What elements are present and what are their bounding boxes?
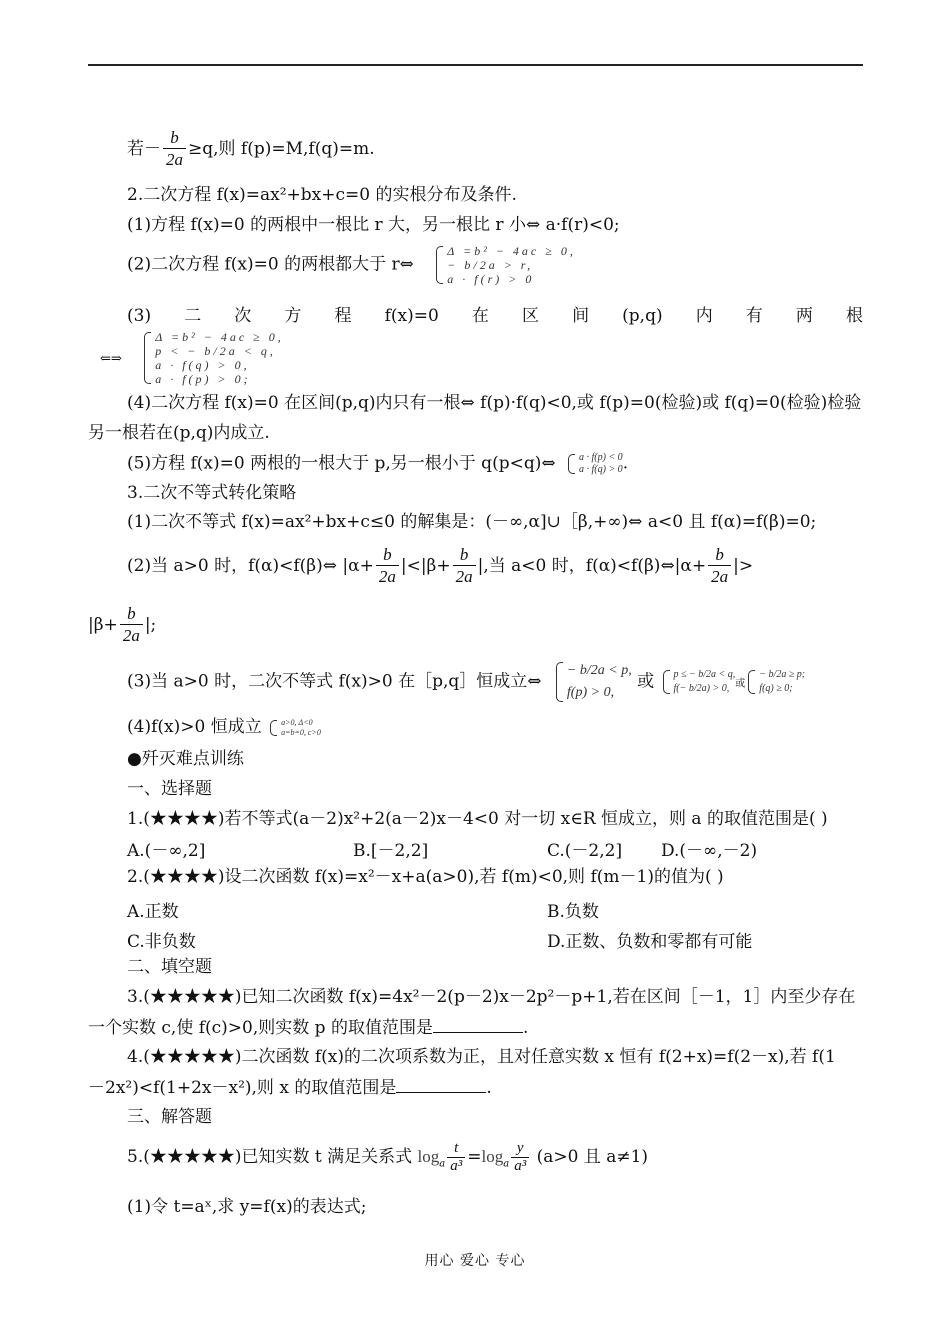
rule-4-cont: 另一根若在(p,q)内成立. (88, 423, 270, 443)
section-choice: 一、选择题 (127, 779, 212, 799)
rule-2 (127, 244, 576, 286)
rule-3: (3) 二 次 方 程 f(x)=0 在 区 间 (p,q) 内 有 两 根 (127, 306, 863, 326)
option-a: A.(－∞,2] (127, 841, 206, 861)
equation-system: Δ =b² − 4ac ≥ 0, − b/2a > r, a · f(r) > 0 (433, 244, 576, 286)
fraction: $\frac{t}{\text{a³}}$ (447, 1140, 465, 1175)
option-b: B.负数 (547, 902, 599, 922)
question-5-part-1: (1)令 t=aˣ,求 y=f(x)的表达式; (127, 1197, 367, 1217)
iff-arrow-icon: ⇐⇒ (100, 351, 122, 367)
rule-4: (4)二次方程 f(x)=0 在区间(p,q)内只有一根⇔ f(p)·f(q)<0,或 f(p)=0(检验)或 f(q)=0(检验)检验 (127, 393, 862, 413)
question-2: 2.(★★★★)设二次函数 f(x)=x²－x+a(a>0),若 f(m)<0,则 f(m－1)的值为( ) (127, 867, 724, 887)
option-c: C.(－2,2] (547, 841, 623, 861)
question-5: 5.(★★★★★)已知实数 t 满足关系式 $\log_a$ $\frac{t}{\text{a³}}$ $=\log_a$ $\frac{y}{\text{a³}}$ (a>0 且 a≠1) (127, 1140, 649, 1174)
section-heading-2: 2.二次方程 f(x)=ax²+bx+c=0 的实根分布及条件. (127, 185, 517, 205)
rule-1: (1)方程 f(x)=0 的两根中一根比 r 大，另一根比 r 小⇔ a·f(r)<0; (127, 215, 620, 235)
fraction: $\frac{b}{2a}$ (163, 128, 186, 171)
option-b: B.[－2,2] (353, 841, 429, 861)
answer-blank[interactable] (396, 1076, 486, 1093)
strategy-2-cont: |β+ $\frac{b}{2a}$ |; (88, 604, 157, 645)
strategy-4: (4)f(x)>0 恒成立 a>0, Δ<0 a=b=0, c>0 (127, 717, 321, 737)
training-heading: ●歼灭难点训练 (127, 749, 244, 769)
fraction: $\frac{y}{\text{a³}}$ (511, 1140, 529, 1175)
rule-5: (5)方程 f(x)=0 两根的一根大于 p,另一根小于 q(p<q)⇔ a · f(p) < 0 a · f(q) > 0 . (127, 452, 629, 475)
strategy-1: (1)二次不等式 f(x)=ax²+bx+c≤0 的解集是：(－∞,α]∪［β,+∞)⇔ a<0 且 f(α)=f(β)=0; (127, 512, 817, 532)
equation-system: p ≤ − b/2a < q, f(− b/2a) > 0, (660, 668, 736, 696)
equation-system: a>0, Δ<0 a=b=0, c>0 (267, 718, 321, 738)
equation-system: − b/2a ≥ p; f(q) ≥ 0; (745, 668, 805, 696)
section-solve: 三、解答题 (127, 1107, 212, 1127)
text: 若－ (127, 139, 161, 159)
answer-blank[interactable] (433, 1016, 523, 1033)
fraction: $\frac{b}{2a}$ (453, 545, 476, 588)
equation-system: − b/2a < p, f(p) > 0, (553, 660, 632, 704)
question-3-cont: 一个实数 c,使 f(c)>0,则实数 p 的取值范围是 . (88, 1018, 529, 1038)
option-a: A.正数 (127, 902, 179, 922)
question-4-cont: －2x²)<f(1+2x－x²),则 x 的取值范围是 . (88, 1078, 492, 1098)
question-3: 3.(★★★★★)已知二次函数 f(x)=4x²－2(p－2)x－2p²－p+1,若在区间［－1，1］内至少存在 (127, 987, 856, 1007)
section-heading-3: 3.二次不等式转化策略 (127, 483, 297, 503)
fraction: $\frac{b}{2a}$ (376, 545, 399, 588)
equation-system: a · f(p) < 0 a · f(q) > 0 (565, 452, 623, 476)
strategy-3: (3)当 a>0 时，二次不等式 f(x)>0 在［p,q］恒成立⇔ − b/2a < p, f(p) > 0, 或 p ≤ − b/2a < q, f(− b/2a) > 0, 或 − b/2a ≥ p; f(q) ≥ 0; (127, 660, 805, 704)
fraction: $\frac{b}{2a}$ (120, 604, 143, 647)
fraction: $\frac{b}{2a}$ (708, 545, 731, 588)
option-d: D.(－∞,－2) (661, 841, 758, 861)
section-fill: 二、填空题 (127, 957, 212, 977)
header-rule (88, 64, 863, 66)
option-d: D.正数、负数和零都有可能 (547, 932, 753, 952)
text: ≥q,则 f(p)=M,f(q)=m. (188, 139, 375, 159)
question-4: 4.(★★★★★)二次函数 f(x)的二次项系数为正，且对任意实数 x 恒有 f(2+x)=f(2－x),若 f(1 (127, 1047, 836, 1067)
page-footer: 用心 爱心 专心 (424, 1253, 526, 1269)
question-1: 1.(★★★★)若不等式(a－2)x²+2(a－2)x－4<0 对一切 x∈R 恒成立，则 a 的取值范围是( ) (127, 809, 828, 829)
equation-system: Δ =b² − 4ac ≥ 0, p < − b/2a < q, a · f(q) > 0, a · f(p) > 0; (141, 330, 284, 386)
text: (5)方程 f(x)=0 两根的一根大于 p,另一根小于 q(p<q)⇔ (127, 453, 556, 474)
strategy-2: (2)当 a>0 时，f(α)<f(β)⇔ |α+ $\frac{b}{2a}$ |<|β+ $\frac{b}{2a}$ |,当 a<0 时，f(α)<f(β)⇔|α+ $\frac{b}{2a}$ |> (127, 545, 754, 586)
option-c: C.非负数 (127, 932, 196, 952)
text: (2)二次方程 f(x)=0 的两根都大于 r⇔ (127, 254, 414, 275)
rule-3-system (100, 330, 284, 386)
line-condition (127, 128, 375, 171)
